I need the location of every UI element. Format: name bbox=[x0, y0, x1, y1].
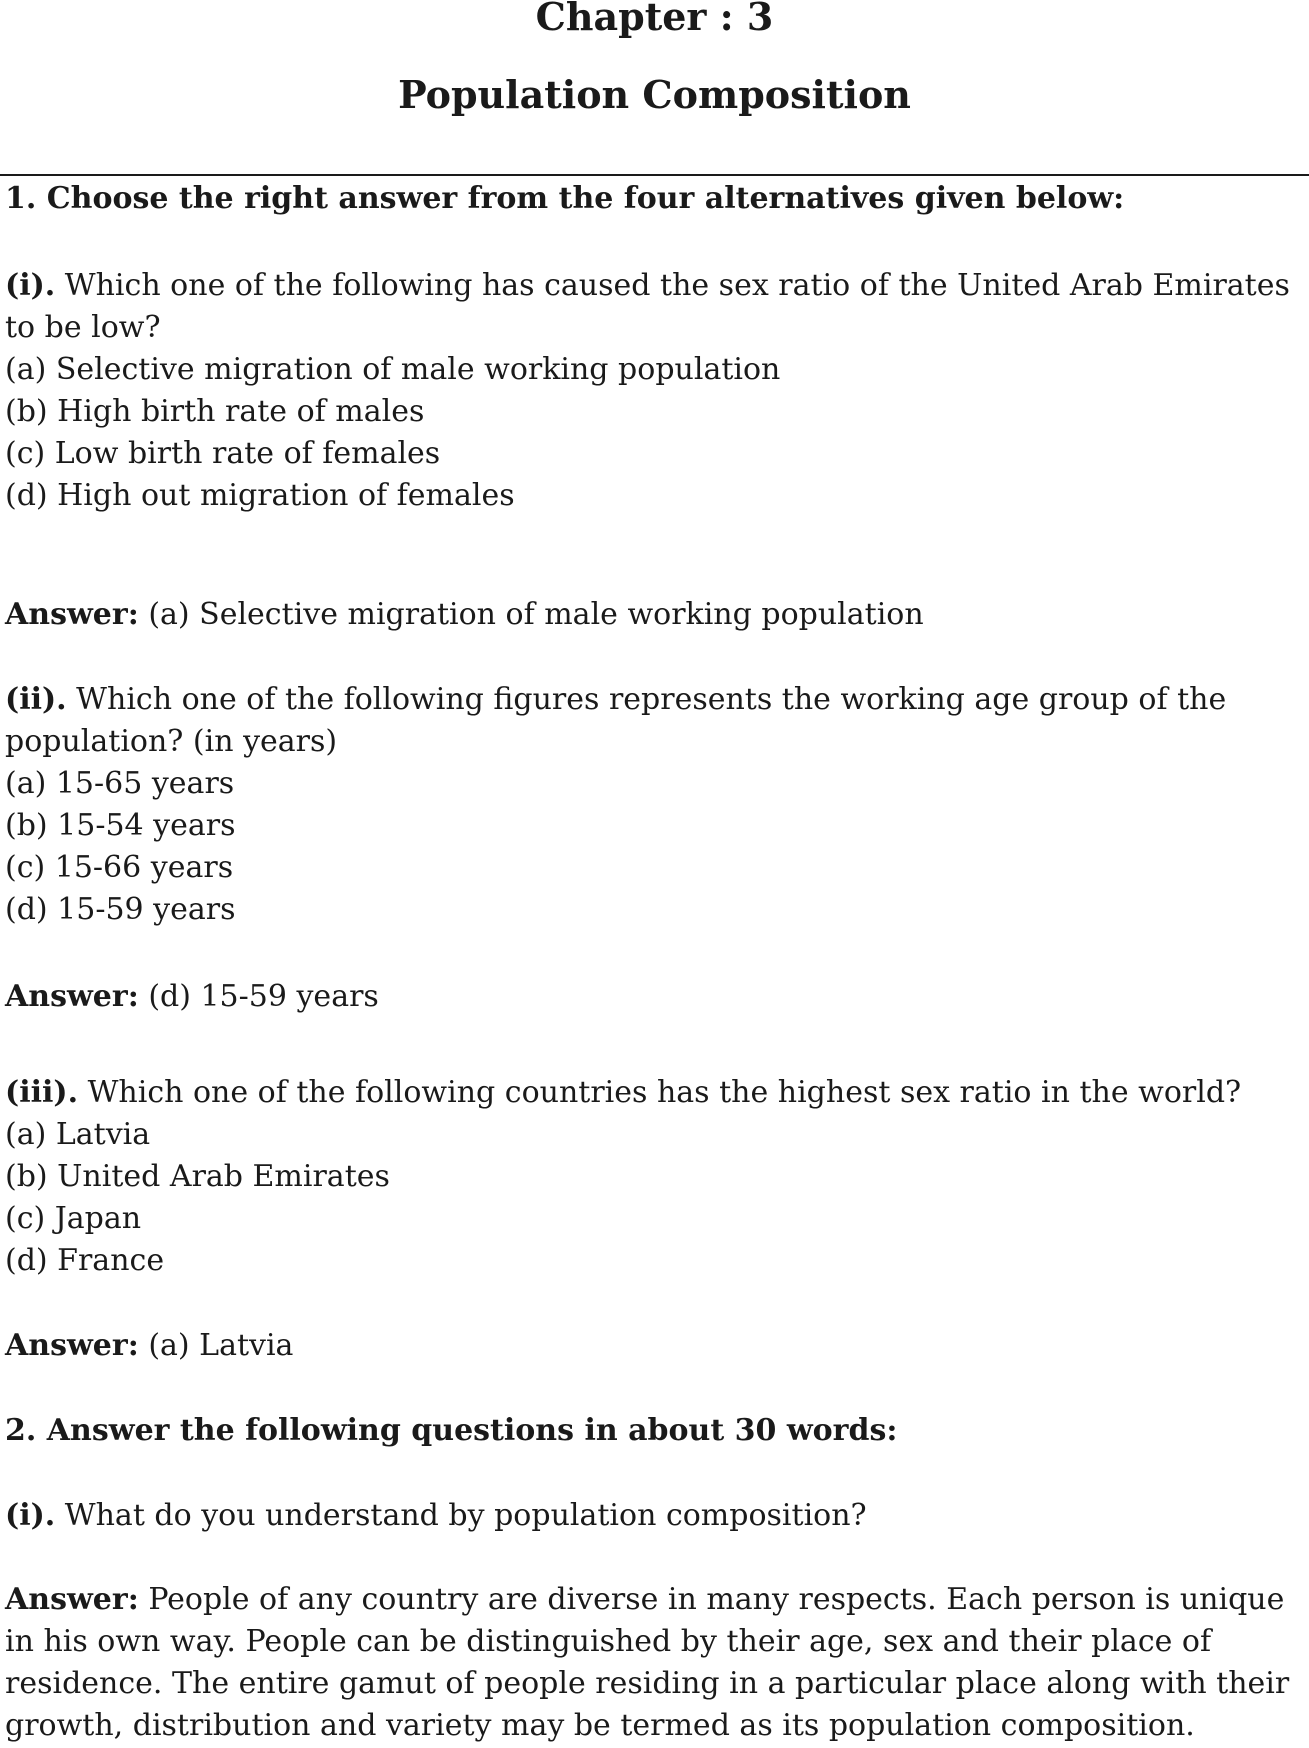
answer-text: People of any country are diverse in many respects. Each person is unique bbox=[138, 1582, 1285, 1617]
question-1-i bbox=[5, 265, 1300, 517]
answer-2-i bbox=[5, 1579, 1300, 1747]
answer-label: Answer: bbox=[5, 1328, 139, 1363]
answer-text: residence. The entire gamut of people residing in a particular place along with their bbox=[5, 1666, 1290, 1701]
chapter-title: Population Composition bbox=[398, 72, 911, 117]
answer-text: (a) Selective migration of male working population bbox=[138, 597, 924, 632]
question-1-ii-line-1 bbox=[5, 679, 1300, 721]
question-1-ii bbox=[5, 679, 1300, 931]
answer-text: growth, distribution and variety may be termed as its population composition. bbox=[5, 1708, 1195, 1743]
option-c: (c) Japan bbox=[5, 1201, 142, 1236]
answer-2-i-line-1 bbox=[5, 1579, 1300, 1621]
answer-label: Answer: bbox=[5, 979, 139, 1014]
option-a: (a) 15-65 years bbox=[5, 766, 235, 801]
question-number: (i). bbox=[5, 268, 56, 303]
chapter-number: Chapter : 3 bbox=[535, 0, 774, 39]
option-a: (a) Selective migration of male working population bbox=[5, 352, 781, 387]
option-d: (d) France bbox=[5, 1243, 165, 1278]
question-number: (i). bbox=[5, 1498, 56, 1533]
question-text: Which one of the following has caused the sex ratio of the United Arab Emirates bbox=[55, 268, 1290, 303]
option-b: (b) United Arab Emirates bbox=[5, 1159, 390, 1194]
question-text: population? (in years) bbox=[5, 724, 338, 759]
question-number: (iii). bbox=[5, 1075, 79, 1110]
question-2-i bbox=[5, 1495, 1300, 1537]
header-divider bbox=[0, 174, 1309, 176]
question-text: Which one of the following countries has the highest sex ratio in the world? bbox=[78, 1075, 1242, 1110]
option-c: (c) 15-66 years bbox=[5, 850, 234, 885]
answer-label: Answer: bbox=[5, 1582, 139, 1617]
question-1-iii-line-1 bbox=[5, 1072, 1300, 1114]
question-text: Which one of the following figures represents the working age group of the bbox=[66, 682, 1227, 717]
option-b: (b) High birth rate of males bbox=[5, 394, 425, 429]
question-text: What do you understand by population composition? bbox=[55, 1498, 867, 1533]
question-1-i-line-1 bbox=[5, 265, 1300, 307]
question-1-iii bbox=[5, 1072, 1300, 1282]
option-a: (a) Latvia bbox=[5, 1117, 151, 1152]
answer-1-i bbox=[5, 594, 1300, 636]
answer-text: in his own way. People can be distinguished by their age, sex and their place of bbox=[5, 1624, 1212, 1659]
answer-text: (d) 15-59 years bbox=[138, 979, 379, 1014]
answer-label: Answer: bbox=[5, 597, 139, 632]
option-c: (c) Low birth rate of females bbox=[5, 436, 441, 471]
question-text: to be low? bbox=[5, 310, 161, 345]
option-d: (d) 15-59 years bbox=[5, 892, 236, 927]
question-number: (ii). bbox=[5, 682, 67, 717]
answer-1-ii bbox=[5, 976, 1300, 1018]
answer-text: (a) Latvia bbox=[138, 1328, 294, 1363]
option-d: (d) High out migration of females bbox=[5, 478, 515, 513]
option-b: (b) 15-54 years bbox=[5, 808, 236, 843]
section-2-heading: 2. Answer the following questions in about 30 words: bbox=[5, 1413, 898, 1448]
answer-1-iii bbox=[5, 1325, 1300, 1367]
section-1-heading: 1. Choose the right answer from the four alternatives given below: bbox=[5, 181, 1125, 216]
